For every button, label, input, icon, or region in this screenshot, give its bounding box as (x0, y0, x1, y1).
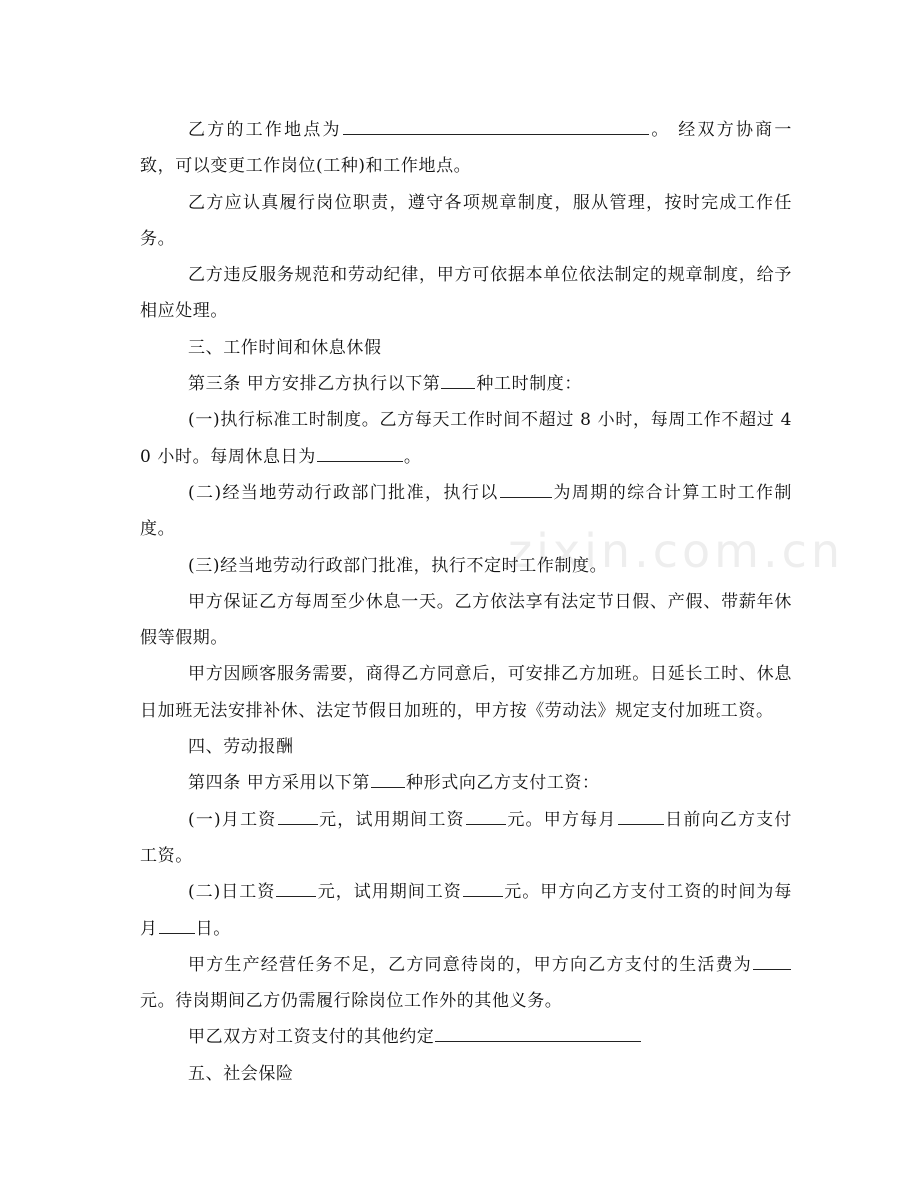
standby-paragraph (140, 947, 792, 1020)
text-segment: 第三条 甲方安排乙方执行以下第 (188, 374, 441, 395)
option-comprehensive-hours (140, 475, 792, 548)
period-blank (500, 479, 552, 498)
monthly-wage-blank (278, 806, 318, 825)
monthly-wage-paragraph (140, 802, 792, 875)
text-segment: 种工时制度： (476, 374, 583, 395)
text-segment: 为周期的综合计算工时工作制度。 (140, 482, 792, 540)
text-segment: 甲方生产经营任务不足，乙方同意待岗的，甲方向乙方支付的生活费为 (188, 954, 752, 975)
text-segment: 元。甲方向乙方支付工资的时间为每月 (140, 882, 792, 939)
daily-pay-day-blank (159, 915, 195, 934)
daily-wage-blank (276, 878, 316, 897)
option-standard-hours (140, 402, 792, 475)
article-3 (140, 366, 792, 402)
discipline-paragraph: 乙方违反服务规范和劳动纪律，甲方可依据本单位依法制定的规章制度，给予相应处理。 (140, 265, 792, 322)
text-segment: 元。待岗期间乙方仍需履行除岗位工作外的其他义务。 (140, 991, 563, 1012)
text-segment: 日。 (195, 918, 231, 939)
living-allowance-blank (753, 951, 791, 970)
system-number-blank (441, 370, 475, 389)
text-segment: 元，试用期间工资 (317, 882, 462, 903)
text-segment: 乙方的工作地点为 (188, 120, 342, 140)
daily-wage-paragraph (140, 874, 792, 947)
other-agreement-paragraph (140, 1019, 792, 1055)
workplace-paragraph (140, 112, 792, 185)
section-heading-3: 三、工作时间和休息休假 (188, 337, 382, 358)
workplace-blank (343, 116, 649, 135)
duties-paragraph: 乙方应认真履行岗位职责，遵守各项规章制度，服从管理，按时完成工作任务。 (140, 192, 792, 249)
text-segment: 元，试用期间工资 (318, 809, 465, 830)
text-segment: 。 经双方协商一致，可以变更工作岗位(工种)和工作地点。 (140, 120, 792, 177)
rest-paragraph: 甲方保证乙方每周至少休息一天。乙方依法享有法定节日假、产假、带薪年休假等假期。 (140, 591, 792, 649)
watermark: zixin.com.cn (508, 524, 845, 578)
text-segment: 元。甲方每月 (506, 809, 617, 830)
section-heading-5: 五、社会保险 (188, 1063, 294, 1084)
section-heading-4: 四、劳动报酬 (188, 737, 294, 758)
document-body (140, 112, 792, 1092)
text-segment: (一)执行标准工时制度。乙方每天工作时间不超过 8 小时，每周工作不超过 40 小时。每周休息日为 (140, 410, 792, 467)
text-segment: 日前向乙方支付工资。 (140, 809, 792, 866)
rest-day-blank (317, 443, 403, 462)
text-segment: (一)月工资 (188, 809, 277, 830)
text-segment: (二)日工资 (188, 882, 276, 903)
text-segment: 种形式向乙方支付工资： (406, 773, 600, 794)
option-flexible-hours: (三)经当地劳动行政部门批准，执行不定时工作制度。 (188, 555, 608, 576)
probation-wage-blank (466, 806, 506, 825)
text-segment: 甲乙双方对工资支付的其他约定 (188, 1027, 435, 1048)
overtime-paragraph: 甲方因顾客服务需要，商得乙方同意后，可安排乙方加班。日延长工时、休息日加班无法安排补休、法定节假日加班的，甲方按《劳动法》规定支付加班工资。 (140, 664, 792, 721)
article-4 (140, 765, 792, 801)
daily-probation-wage-blank (463, 878, 503, 897)
text-segment: 。 (403, 446, 422, 467)
other-agreement-blank (435, 1023, 641, 1042)
text-segment: (二)经当地劳动行政部门批准，执行以 (188, 482, 499, 503)
text-segment: 第四条 甲方采用以下第 (188, 773, 371, 794)
pay-form-blank (371, 769, 405, 788)
pay-day-blank (618, 806, 664, 825)
